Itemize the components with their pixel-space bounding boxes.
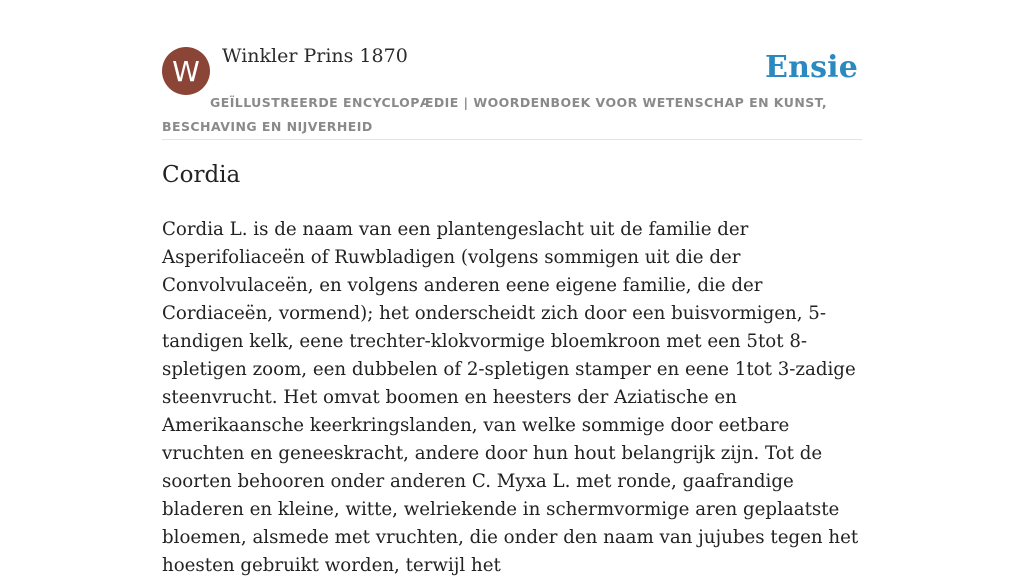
- entry-body: Cordia L. is de naam van een plantengeslacht uit de familie der Asperifoliaceën of Ruwbladigen (volgens sommigen uit die der Convolvulaceën, en volgens anderen eene eigene familie, die der Cordiaceën, vormend); het onderscheidt zich door een buisvormigen, 5-tandigen kelk, eene trechter-klokvormige bloemkroon met een 5tot 8-spletigen zoom, een dubbelen of 2-spletigen stamper en eene 1tot 3-zadige steenvrucht. Het omvat boomen en heesters der Aziatische en Amerikaansche keerkringslanden, van welke sommige door eetbare vruchten en geneeskracht, andere door hun hout belangrijk zijn. Tot de soorten behooren onder anderen C. Myxa L. met ronde, gaafrandige bladeren en kleine, witte, welriekende in schermvormige aren geplaatste bloemen, alsmede met vruchten, die onder den naam van jujubes tegen het hoesten gebruikt worden, terwijl het: [162, 219, 859, 576]
- header-divider: [162, 139, 862, 140]
- brand-logo[interactable]: Ensie: [765, 50, 859, 85]
- avatar[interactable]: [162, 47, 210, 95]
- avatar-letter: W: [172, 54, 200, 88]
- source-title[interactable]: Winkler Prins 1870: [222, 45, 408, 67]
- source-subtitle: GEÏLLUSTREERDE ENCYCLOPÆDIE | WOORDENBOEK VOOR WETENSCHAP EN KUNST, BESCHAVING EN NIJVERHEID: [162, 95, 828, 134]
- entry-title: Cordia: [162, 162, 241, 188]
